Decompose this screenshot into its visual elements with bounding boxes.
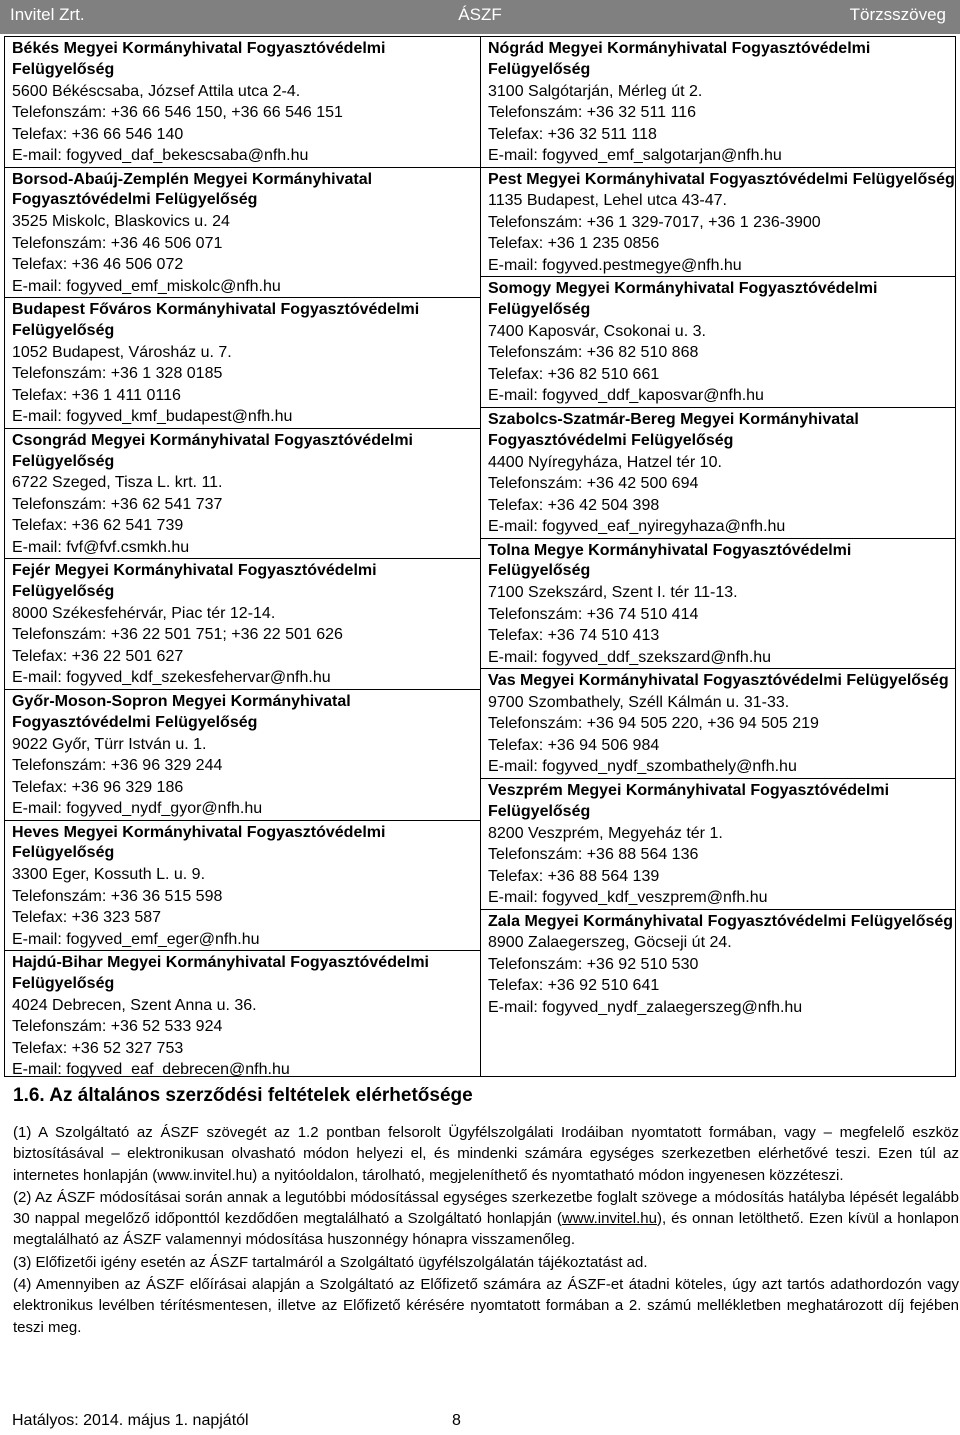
- authority-phone: Telefonszám: +36 1 329-7017, +36 1 236-3900: [488, 213, 821, 231]
- authority-name: Fejér Megyei Kormányhivatal Fogyasztóvédelmi Felügyelőség: [12, 562, 377, 601]
- authority-name: Heves Megyei Kormányhivatal Fogyasztóvédelmi Felügyelőség: [12, 823, 386, 862]
- authority-phone: Telefonszám: +36 66 546 150, +36 66 546 151: [12, 104, 343, 122]
- authority-entry: [481, 779, 956, 910]
- paragraph-2: (2) Az ÁSZF módosításai során annak a legutóbbi módosítással egységes szerkezetbe foglalt szövege a módosítás hatályba lépését legalább 30 nappal megelőző időponttól kezdődően megtalálható a Szolgáltató honlapján (www.invitel.hu), és onnan letölthető. Ezen kívül a honlapon megtalálható az ÁSZF valamennyi módosítása huszonnégy hónapra visszamenőleg.: [13, 1188, 959, 1249]
- authority-email[interactable]: E-mail: fvf@fvf.csmkh.hu: [12, 538, 190, 556]
- authority-entry: [481, 539, 956, 670]
- authority-email[interactable]: E-mail: fogyved_kdf_szekesfehervar@nfh.hu: [12, 669, 331, 687]
- authority-address: 9022 Győr, Türr István u. 1.: [12, 735, 207, 753]
- authority-name: Zala Megyei Kormányhivatal Fogyasztóvédelmi Felügyelőség: [488, 912, 954, 930]
- paragraph-3: (3) Előfizetői igény esetén az ÁSZF tartalmáról a Szolgáltató ügyfélszolgálatán tájékoztatást ad.: [13, 1253, 648, 1271]
- authority-address: 3300 Eger, Kossuth L. u. 9.: [12, 866, 206, 884]
- authority-entry: [481, 168, 956, 278]
- authority-fax: Telefax: +36 1 411 0116: [12, 386, 181, 404]
- authority-fax: Telefax: +36 323 587: [12, 909, 162, 927]
- authority-entry: [5, 690, 480, 821]
- authority-name: Vas Megyei Kormányhivatal Fogyasztóvédelmi Felügyelőség: [488, 672, 949, 690]
- authority-email[interactable]: E-mail: fogyved_kmf_budapest@nfh.hu: [12, 408, 293, 426]
- authority-address: 6722 Szeged, Tisza L. krt. 11.: [12, 474, 223, 492]
- header-company: Invitel Zrt.: [10, 5, 85, 24]
- invitel-link[interactable]: www.invitel.hu: [561, 1210, 657, 1228]
- authority-address: 8900 Zalaegerszeg, Göcseji út 24.: [488, 934, 732, 952]
- authority-phone: Telefonszám: +36 22 501 751; +36 22 501 626: [12, 626, 343, 644]
- authority-column-right: [481, 37, 956, 1076]
- authority-phone: Telefonszám: +36 42 500 694: [488, 475, 699, 493]
- authority-phone: Telefonszám: +36 82 510 868: [488, 344, 699, 362]
- authority-entry: [481, 277, 956, 408]
- authority-name: Békés Megyei Kormányhivatal Fogyasztóvédelmi Felügyelőség: [12, 40, 386, 78]
- authority-fax: Telefax: +36 66 546 140: [12, 125, 184, 143]
- authority-entry: [481, 669, 956, 779]
- authority-email[interactable]: E-mail: fogyved_ddf_kaposvar@nfh.hu: [488, 387, 764, 405]
- authority-phone: Telefonszám: +36 36 515 598: [12, 887, 223, 905]
- authority-name: Hajdú-Bihar Megyei Kormányhivatal Fogyasztóvédelmi Felügyelőség: [12, 954, 429, 992]
- authority-name: Veszprém Megyei Kormányhivatal Fogyasztóvédelmi Felügyelőség: [488, 781, 890, 820]
- authority-fax: Telefax: +36 82 510 661: [488, 365, 660, 383]
- authority-fax: Telefax: +36 94 506 984: [488, 736, 660, 754]
- authority-email[interactable]: E-mail: fogyved_emf_miskolc@nfh.hu: [12, 277, 281, 295]
- authority-phone: Telefonszám: +36 88 564 136: [488, 846, 699, 864]
- authority-entry: [5, 168, 480, 299]
- authority-email[interactable]: E-mail: fogyved.pestmegye@nfh.hu: [488, 256, 742, 274]
- authority-phone: Telefonszám: +36 46 506 071: [12, 234, 223, 252]
- authority-address: 4024 Debrecen, Szent Anna u. 36.: [12, 996, 257, 1014]
- authority-fax: Telefax: +36 88 564 139: [488, 867, 660, 885]
- authority-name: Szabolcs-Szatmár-Bereg Megyei Kormányhivatal Fogyasztóvédelmi Felügyelőség: [488, 410, 859, 449]
- authority-fax: Telefax: +36 22 501 627: [12, 647, 184, 665]
- authority-entry: [5, 429, 480, 560]
- authority-entry: [5, 559, 480, 690]
- authority-address: 1135 Budapest, Lehel utca 43-47.: [488, 192, 727, 210]
- authority-fax: Telefax: +36 1 235 0856: [488, 235, 660, 253]
- authority-email[interactable]: E-mail: fogyved_nydf_gyor@nfh.hu: [12, 800, 263, 818]
- authority-entry: [5, 298, 480, 429]
- authority-phone: Telefonszám: +36 52 533 924: [12, 1018, 223, 1036]
- authority-fax: Telefax: +36 74 510 413: [488, 627, 660, 645]
- authority-entry: [5, 951, 480, 1081]
- authority-fax: Telefax: +36 96 329 186: [12, 778, 184, 796]
- section-title: 1.6. Az általános szerződési feltételek elérhetősége: [13, 1085, 473, 1106]
- authority-phone: Telefonszám: +36 32 511 116: [488, 104, 696, 122]
- paragraph-4: (4) Amennyiben az ÁSZF előírásai alapján a Szolgáltató az Előfizető számára az ÁSZF-et átadni köteles, úgy azt tartós adathordozón vagy elektronikus levélben térítésmentesen, illetve az Előfizető kérésére nyomtatott formában a 2. számú mellékletben meghatározott díj fejében teszi meg.: [13, 1276, 959, 1336]
- authority-address: 8200 Veszprém, Megyeház tér 1.: [488, 824, 723, 842]
- header-section: Törzsszöveg: [849, 5, 946, 24]
- authority-name: Somogy Megyei Kormányhivatal Fogyasztóvédelmi Felügyelőség: [488, 280, 878, 319]
- authority-name: Borsod-Abaúj-Zemplén Megyei Kormányhivatal Fogyasztóvédelmi Felügyelőség: [12, 170, 373, 209]
- authority-address: 4400 Nyíregyháza, Hatzel tér 10.: [488, 453, 722, 471]
- authority-email[interactable]: E-mail: fogyved_ddf_szekszard@nfh.hu: [488, 648, 772, 666]
- authority-fax: Telefax: +36 42 504 398: [488, 496, 660, 514]
- footer-effective-date: Hatályos: 2014. május 1. napjától: [12, 1412, 249, 1429]
- authority-email[interactable]: E-mail: fogyved_daf_bekescsaba@nfh.hu: [12, 147, 309, 165]
- authority-address: 8000 Székesfehérvár, Piac tér 12-14.: [12, 604, 276, 622]
- authority-email[interactable]: E-mail: fogyved_nydf_zalaegerszeg@nfh.hu: [488, 998, 803, 1016]
- authority-address: 7100 Szekszárd, Szent I. tér 11-13.: [488, 584, 738, 602]
- authority-fax: Telefax: +36 32 511 118: [488, 125, 657, 143]
- authority-entry: [481, 910, 956, 1019]
- authority-phone: Telefonszám: +36 1 328 0185: [12, 365, 223, 383]
- authority-name: Nógrád Megyei Kormányhivatal Fogyasztóvédelmi Felügyelőség: [488, 40, 871, 78]
- section-body: [13, 1122, 959, 1339]
- authority-fax: Telefax: +36 52 327 753: [12, 1039, 184, 1057]
- page-number: 8: [452, 1412, 461, 1429]
- authority-address: 3525 Miskolc, Blaskovics u. 24: [12, 213, 230, 231]
- authority-email[interactable]: E-mail: fogyved_eaf_nyiregyhaza@nfh.hu: [488, 518, 786, 536]
- authority-name: Csongrád Megyei Kormányhivatal Fogyasztóvédelmi Felügyelőség: [12, 431, 413, 470]
- authority-phone: Telefonszám: +36 62 541 737: [12, 495, 223, 513]
- authority-phone: Telefonszám: +36 94 505 220, +36 94 505 219: [488, 715, 819, 733]
- authority-email[interactable]: E-mail: fogyved_emf_salgotarjan@nfh.hu: [488, 147, 782, 165]
- authority-name: Budapest Főváros Kormányhivatal Fogyasztóvédelmi Felügyelőség: [12, 301, 420, 339]
- authority-email[interactable]: E-mail: fogyved_kdf_veszprem@nfh.hu: [488, 889, 768, 907]
- authority-address: 5600 Békéscsaba, József Attila utca 2-4.: [12, 82, 301, 100]
- authority-address: 1052 Budapest, Városház u. 7.: [12, 343, 232, 361]
- authority-table: [4, 36, 956, 1077]
- authority-address: 7400 Kaposvár, Csokonai u. 3.: [488, 322, 706, 340]
- authority-email[interactable]: E-mail: fogyved_emf_eger@nfh.hu: [12, 930, 260, 948]
- authority-phone: Telefonszám: +36 74 510 414: [488, 605, 699, 623]
- authority-entry: [481, 408, 956, 539]
- authority-entry: [5, 821, 480, 952]
- authority-entry: [481, 37, 956, 168]
- authority-entry: [5, 37, 480, 168]
- authority-name: Győr-Moson-Sopron Megyei Kormányhivatal Fogyasztóvédelmi Felügyelőség: [12, 692, 351, 731]
- authority-name: Tolna Megye Kormányhivatal Fogyasztóvédelmi Felügyelőség: [488, 541, 852, 580]
- authority-name: Pest Megyei Kormányhivatal Fogyasztóvédelmi Felügyelőség: [488, 170, 955, 188]
- authority-email[interactable]: E-mail: fogyved_eaf_debrecen@nfh.hu: [12, 1061, 290, 1079]
- authority-address: 3100 Salgótarján, Mérleg út 2.: [488, 82, 703, 100]
- authority-fax: Telefax: +36 46 506 072: [12, 256, 184, 274]
- header-doc: ÁSZF: [458, 5, 502, 24]
- authority-address: 9700 Szombathely, Széll Kálmán u. 31-33.: [488, 693, 790, 711]
- paragraph-1: (1) A Szolgáltató az ÁSZF szövegét az 1.2 pontban felsorolt Ügyfélszolgálati Irodáiban nyomtatott formában, vagy – megfelelő eszköz biztosításával – elektronikusan olvasható módon helyezi el, és mindenki számára egységes szerkezetben elérhetővé teszi. Ezen túl az internetes honlapján (www.invitel.hu) a nyitóoldalon, tárolható, megjeleníthető és nyomtatható módon ingyenesen közzéteszi.: [13, 1124, 959, 1184]
- authority-column-left: [5, 37, 481, 1079]
- authority-fax: Telefax: +36 62 541 739: [12, 517, 184, 535]
- page-header: [0, 0, 960, 34]
- authority-fax: Telefax: +36 92 510 641: [488, 977, 660, 995]
- authority-phone: Telefonszám: +36 92 510 530: [488, 955, 699, 973]
- authority-email[interactable]: E-mail: fogyved_nydf_szombathely@nfh.hu: [488, 758, 797, 776]
- authority-phone: Telefonszám: +36 96 329 244: [12, 757, 223, 775]
